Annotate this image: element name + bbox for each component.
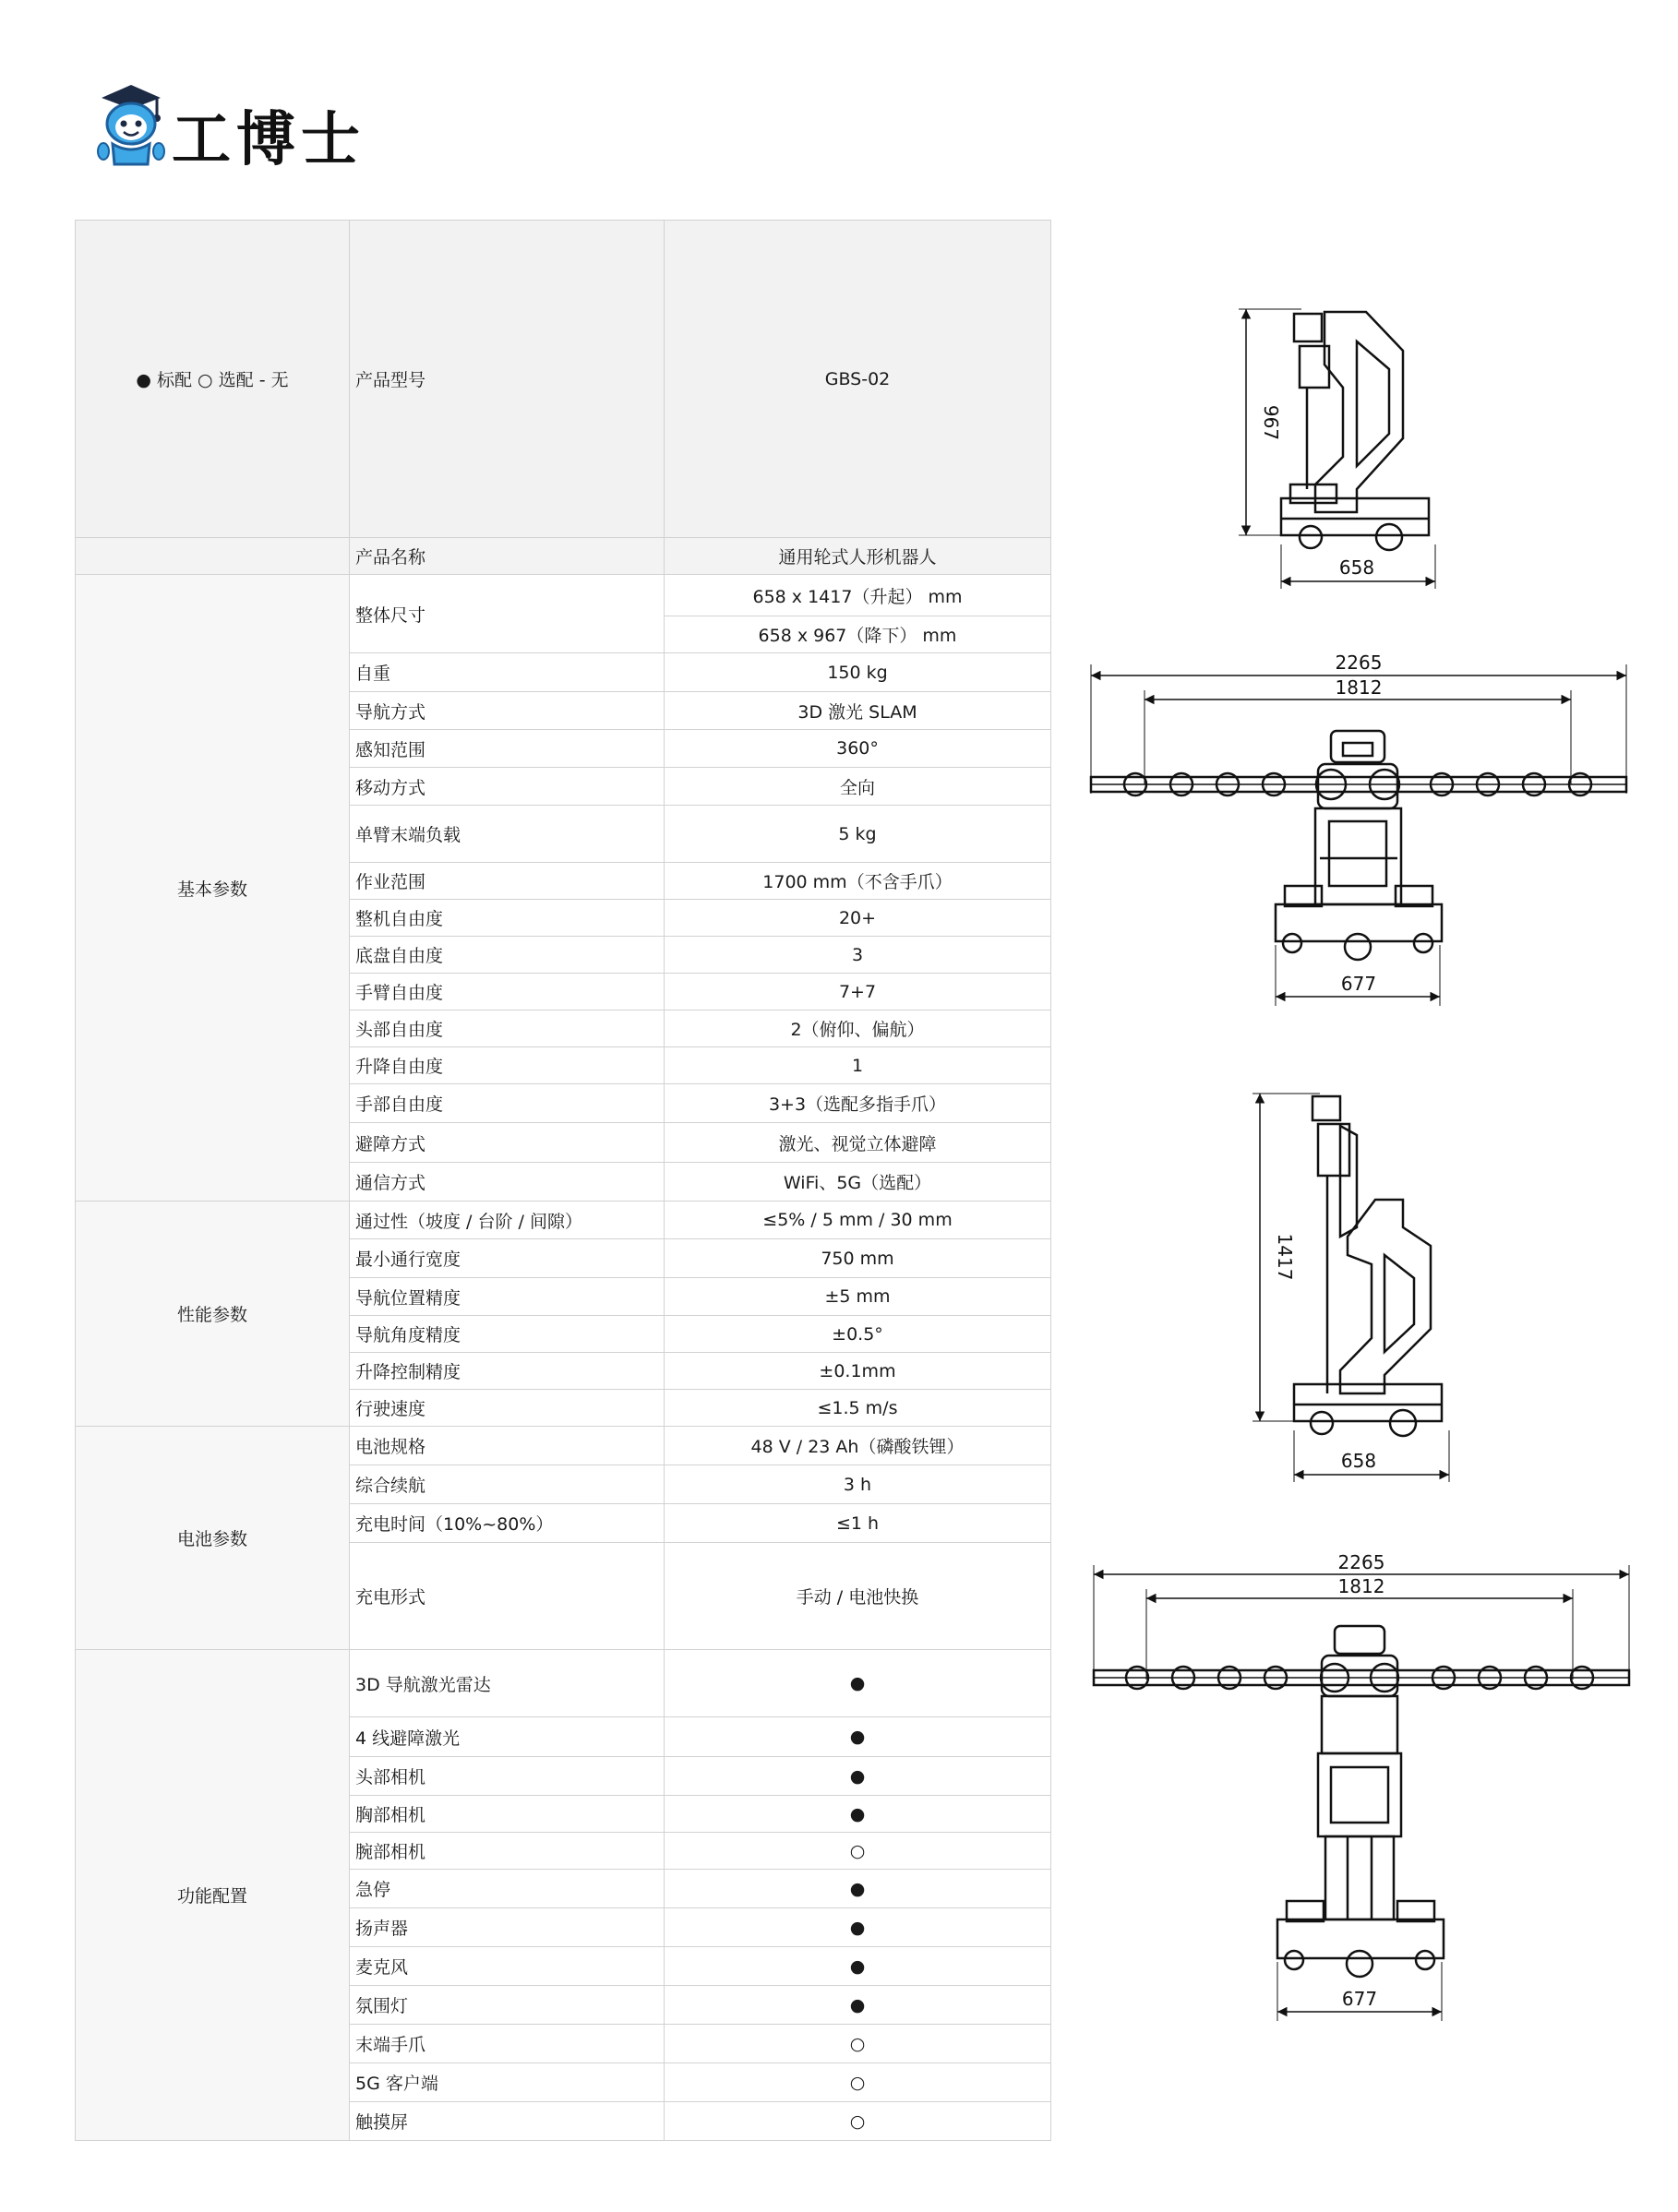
row-label: 导航方式 bbox=[350, 692, 665, 730]
table-row bbox=[76, 1202, 1051, 1239]
category-battery: 电池参数 bbox=[76, 1427, 350, 1650]
row-value: ● bbox=[665, 1947, 1051, 1986]
brand-name: 工博士 bbox=[172, 105, 366, 174]
row-label: 末端手爪 bbox=[350, 2025, 665, 2063]
row-label: 头部相机 bbox=[350, 1757, 665, 1796]
row-value: 全向 bbox=[665, 768, 1051, 806]
size-label: 整体尺寸 bbox=[350, 575, 665, 653]
table-row bbox=[76, 1650, 1051, 1717]
row-value: 手动 / 电池快换 bbox=[665, 1543, 1051, 1650]
product-name-label: 产品名称 bbox=[350, 538, 665, 575]
empty-cell bbox=[76, 538, 350, 575]
row-label: 麦克风 bbox=[350, 1947, 665, 1986]
row-value: 3 bbox=[665, 937, 1051, 974]
row-label: 单臂末端负载 bbox=[350, 806, 665, 863]
row-value: ≤1 h bbox=[665, 1504, 1051, 1543]
row-value: 48 V / 23 Ah（磷酸铁锂） bbox=[665, 1427, 1051, 1465]
row-label: 通过性（坡度 / 台阶 / 间隙） bbox=[350, 1202, 665, 1239]
row-label: 充电形式 bbox=[350, 1543, 665, 1650]
row-value: ≤1.5 m/s bbox=[665, 1390, 1051, 1427]
row-value: ±5 mm bbox=[665, 1278, 1051, 1316]
row-label: 腕部相机 bbox=[350, 1833, 665, 1870]
row-label: 电池规格 bbox=[350, 1427, 665, 1465]
legend: ● 标配 ○ 选配 - 无 bbox=[76, 221, 350, 538]
row-label: 充电时间（10%~80%） bbox=[350, 1504, 665, 1543]
row-value: 3+3（选配多指手爪） bbox=[665, 1084, 1051, 1123]
category-features: 功能配置 bbox=[76, 1650, 350, 2141]
mascot-icon bbox=[92, 81, 170, 170]
category-basic: 基本参数 bbox=[76, 575, 350, 1202]
dim-inner-raised: 1812 bbox=[1337, 1575, 1385, 1597]
row-label: 行驶速度 bbox=[350, 1390, 665, 1427]
row-label: 最小通行宽度 bbox=[350, 1239, 665, 1278]
row-label: 3D 导航激光雷达 bbox=[350, 1650, 665, 1717]
row-label: 急停 bbox=[350, 1870, 665, 1908]
row-label: 手部自由度 bbox=[350, 1084, 665, 1123]
row-label: 感知范围 bbox=[350, 730, 665, 768]
row-label: 导航位置精度 bbox=[350, 1278, 665, 1316]
row-label: 移动方式 bbox=[350, 768, 665, 806]
dim-span-lowered: 2265 bbox=[1335, 652, 1383, 674]
row-value: WiFi、5G（选配） bbox=[665, 1163, 1051, 1202]
table-header-row bbox=[76, 221, 1051, 538]
model-value: GBS-02 bbox=[665, 221, 1051, 538]
row-value: ● bbox=[665, 1986, 1051, 2025]
category-performance: 性能参数 bbox=[76, 1202, 350, 1427]
row-value: 激光、视觉立体避障 bbox=[665, 1123, 1051, 1163]
row-value: 3 h bbox=[665, 1465, 1051, 1504]
row-value: ○ bbox=[665, 2102, 1051, 2141]
row-label: 通信方式 bbox=[350, 1163, 665, 1202]
drawings-svg bbox=[1080, 277, 1643, 2049]
size-down-value: 658 x 967（降下） mm bbox=[665, 616, 1051, 653]
row-label: 胸部相机 bbox=[350, 1796, 665, 1833]
row-label: 作业范围 bbox=[350, 863, 665, 900]
table-row bbox=[76, 575, 1051, 616]
dim-height-lowered: 967 bbox=[1260, 404, 1282, 441]
row-value: ● bbox=[665, 1650, 1051, 1717]
row-label: 底盘自由度 bbox=[350, 937, 665, 974]
row-label: 综合续航 bbox=[350, 1465, 665, 1504]
dim-inner-lowered: 1812 bbox=[1335, 676, 1383, 699]
row-label: 扬声器 bbox=[350, 1908, 665, 1947]
row-value: ○ bbox=[665, 1833, 1051, 1870]
product-name-row bbox=[76, 538, 1051, 575]
row-value: 5 kg bbox=[665, 806, 1051, 863]
row-label: 5G 客户端 bbox=[350, 2063, 665, 2102]
front-view-lowered bbox=[1091, 664, 1626, 1006]
dim-span-raised: 2265 bbox=[1337, 1551, 1385, 1573]
dim-width-lowered: 658 bbox=[1338, 556, 1375, 579]
row-label: 4 线避障激光 bbox=[350, 1717, 665, 1757]
row-label: 升降自由度 bbox=[350, 1047, 665, 1084]
row-value: ● bbox=[665, 1870, 1051, 1908]
row-value: ○ bbox=[665, 2063, 1051, 2102]
row-value: ● bbox=[665, 1757, 1051, 1796]
product-name-value: 通用轮式人形机器人 bbox=[665, 538, 1051, 575]
dim-width-raised: 658 bbox=[1340, 1450, 1377, 1472]
row-label: 导航角度精度 bbox=[350, 1316, 665, 1353]
row-value: ±0.5° bbox=[665, 1316, 1051, 1353]
row-value: 3D 激光 SLAM bbox=[665, 692, 1051, 730]
size-up-value: 658 x 1417（升起） mm bbox=[665, 575, 1051, 616]
row-value: 1 bbox=[665, 1047, 1051, 1084]
dim-base-lowered: 677 bbox=[1340, 973, 1377, 995]
row-label: 整机自由度 bbox=[350, 900, 665, 937]
row-value: ● bbox=[665, 1717, 1051, 1757]
brand-logo bbox=[92, 81, 369, 173]
row-label: 头部自由度 bbox=[350, 1010, 665, 1047]
side-view-raised bbox=[1253, 1094, 1449, 1482]
row-label: 避障方式 bbox=[350, 1123, 665, 1163]
dim-base-raised: 677 bbox=[1341, 1988, 1378, 2010]
table-row bbox=[76, 1427, 1051, 1465]
row-value: ● bbox=[665, 1796, 1051, 1833]
row-value: ● bbox=[665, 1908, 1051, 1947]
row-label: 手臂自由度 bbox=[350, 974, 665, 1010]
row-label: 自重 bbox=[350, 653, 665, 692]
row-value: 750 mm bbox=[665, 1239, 1051, 1278]
row-value: 150 kg bbox=[665, 653, 1051, 692]
front-view-raised bbox=[1094, 1565, 1629, 2021]
row-value: 7+7 bbox=[665, 974, 1051, 1010]
dim-height-raised: 1417 bbox=[1274, 1233, 1296, 1281]
row-value: 20+ bbox=[665, 900, 1051, 937]
row-label: 升降控制精度 bbox=[350, 1353, 665, 1390]
row-value: 2（俯仰、偏航） bbox=[665, 1010, 1051, 1047]
row-value: ○ bbox=[665, 2025, 1051, 2063]
row-value: ±0.1mm bbox=[665, 1353, 1051, 1390]
technical-drawings bbox=[1080, 277, 1643, 2049]
row-label: 触摸屏 bbox=[350, 2102, 665, 2141]
side-view-lowered bbox=[1239, 309, 1435, 589]
row-value: 360° bbox=[665, 730, 1051, 768]
row-label: 氛围灯 bbox=[350, 1986, 665, 2025]
model-label: 产品型号 bbox=[350, 221, 665, 538]
spec-table bbox=[75, 220, 1051, 2141]
row-value: 1700 mm（不含手爪） bbox=[665, 863, 1051, 900]
row-value: ≤5% / 5 mm / 30 mm bbox=[665, 1202, 1051, 1239]
